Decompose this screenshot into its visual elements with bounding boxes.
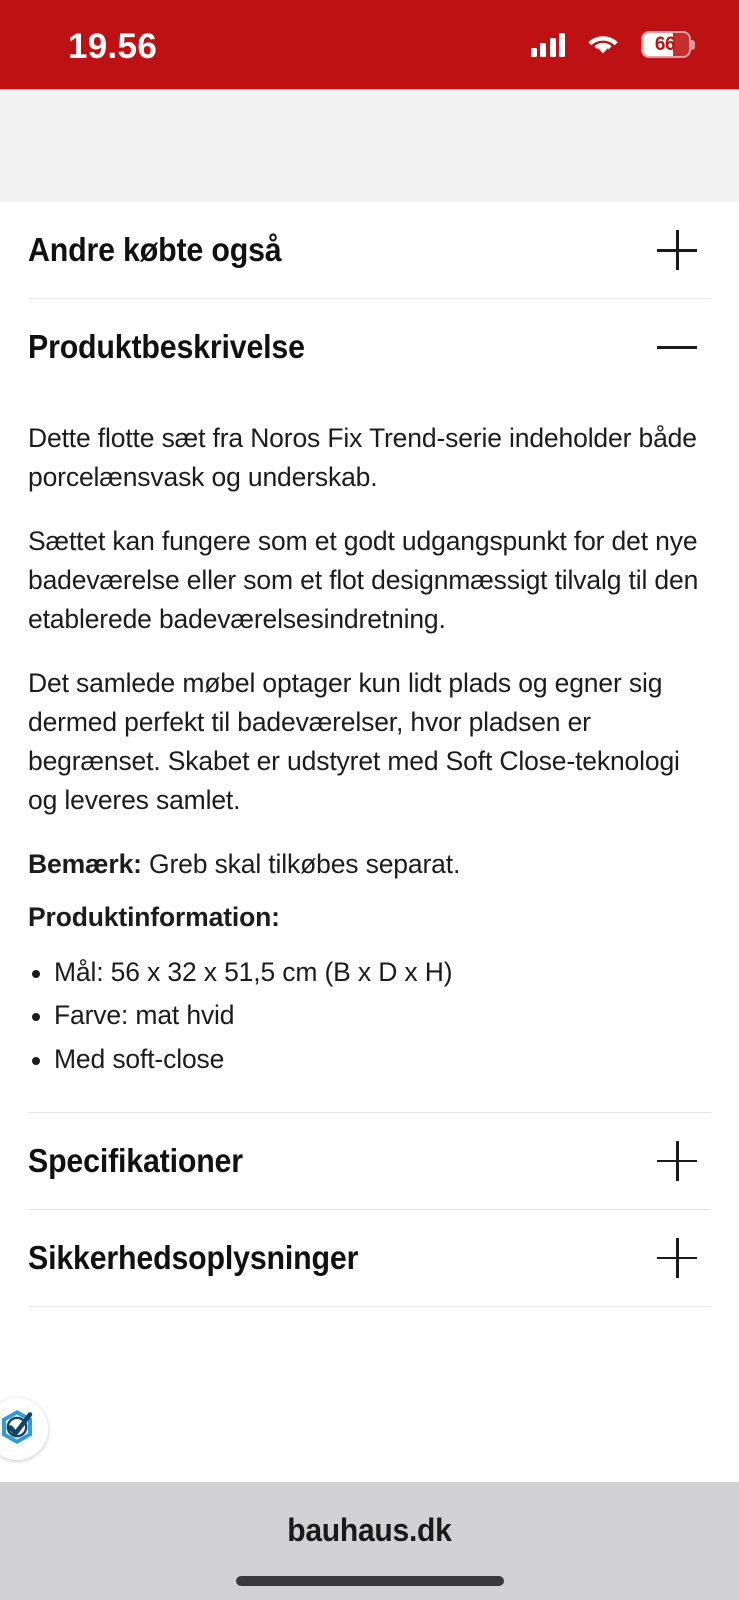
minus-icon[interactable] bbox=[657, 327, 697, 367]
note-text: Greb skal tilkøbes separat. bbox=[141, 849, 461, 880]
divider bbox=[28, 1306, 711, 1307]
list-item: Mål: 56 x 32 x 51,5 cm (B x D x H) bbox=[28, 953, 711, 993]
description-paragraph-2: Sættet kan fungere som et godt udgangspunkt for det nye badeværelse eller som et flot designmæssigt tilvalg til den etablerede badeværelsesindretning. bbox=[28, 526, 699, 634]
description-note bbox=[28, 845, 711, 884]
list-item: Farve: mat hvid bbox=[28, 996, 711, 1036]
plus-icon[interactable] bbox=[657, 1238, 697, 1278]
accordion-title: Specifikationer bbox=[28, 1141, 243, 1179]
home-indicator[interactable] bbox=[236, 1576, 504, 1586]
status-bar bbox=[0, 0, 739, 89]
page-top-spacer bbox=[0, 89, 739, 202]
accordion-sikkerhedsoplysninger[interactable] bbox=[28, 1210, 711, 1306]
accordion-produktbeskrivelse[interactable] bbox=[28, 299, 711, 395]
accordion-title: Sikkerhedsoplysninger bbox=[28, 1238, 359, 1276]
product-description-body bbox=[28, 395, 711, 1112]
battery-icon bbox=[641, 31, 695, 58]
description-paragraph-3: Det samlede møbel optager kun lidt plads og egner sig dermed perfekt til badeværelser, hvor pladsen er begrænset. Skabet er udstyret med Soft Close-teknologi og leveres samlet. bbox=[28, 668, 680, 815]
trust-shield-check-icon[interactable] bbox=[0, 1398, 48, 1460]
accordion-title: Andre købte også bbox=[28, 231, 282, 268]
wifi-icon bbox=[587, 33, 619, 57]
browser-bottom-bar bbox=[0, 1482, 739, 1600]
page-content bbox=[0, 202, 739, 1482]
status-bar-time: 19.56 bbox=[68, 27, 158, 66]
accordion-title: Produktbeskrivelse bbox=[28, 328, 305, 365]
signal-bars-icon bbox=[531, 33, 566, 57]
product-info-list bbox=[28, 953, 711, 1080]
battery-percent-label: 66 bbox=[654, 34, 676, 55]
product-info-heading: Produktinformation: bbox=[28, 901, 280, 932]
description-paragraph-1: Dette flotte sæt fra Noros Fix Trend-serie indeholder både porcelænsvask og underskab. bbox=[28, 423, 697, 492]
accordion-andre-kobte-ogsaa[interactable] bbox=[28, 202, 711, 298]
note-label: Bemærk: bbox=[28, 849, 142, 880]
accordion-specifikationer[interactable] bbox=[28, 1113, 711, 1209]
site-address-label[interactable]: bauhaus.dk bbox=[287, 1512, 452, 1548]
plus-icon[interactable] bbox=[657, 230, 697, 270]
plus-icon[interactable] bbox=[657, 1141, 697, 1181]
list-item: Med soft-close bbox=[28, 1040, 711, 1080]
status-bar-icons bbox=[531, 31, 696, 58]
